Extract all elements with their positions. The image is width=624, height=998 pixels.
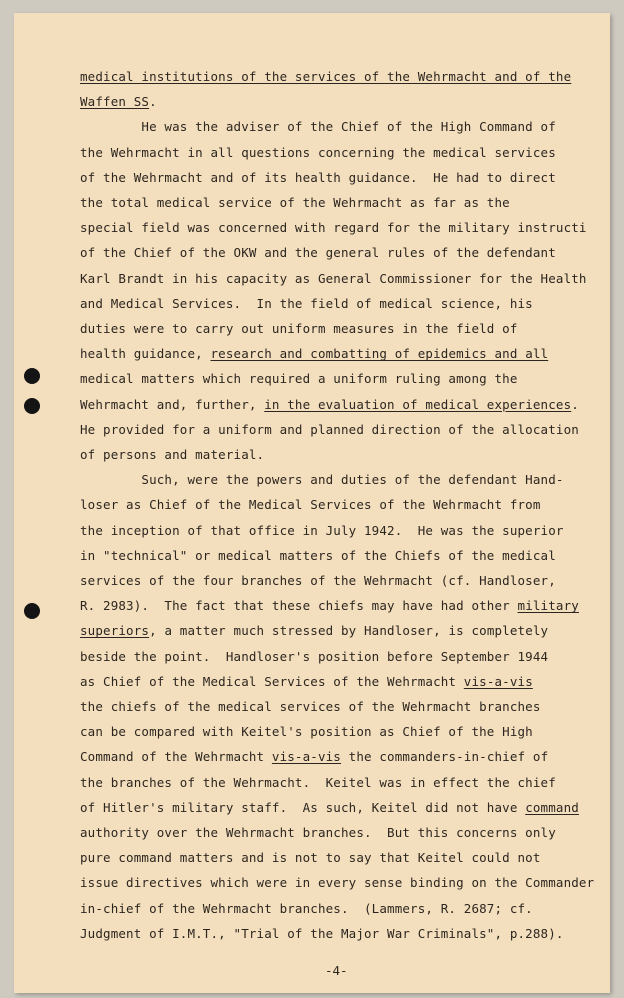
text-line [80, 775, 556, 791]
text-line [80, 623, 548, 639]
text-segment: He was the adviser of the Chief of the High Command of [80, 119, 556, 135]
text-line [80, 321, 518, 337]
text-segment: , a matter much stressed by Handloser, is completely [149, 623, 549, 639]
text-segment: . [571, 396, 579, 412]
text-segment: of Hitler's military staff. As such, Keitel did not have [80, 799, 526, 815]
text-line [80, 145, 556, 161]
text-segment: R. 2983). The fact that these chiefs may have had other [80, 598, 518, 614]
text-segment: duties were to carry out uniform measures in the field of [80, 321, 518, 336]
punch-hole [24, 603, 40, 619]
text-segment: the inception of that office in July 1942. He was the superior [80, 522, 564, 538]
text-segment: as Chief of the Medical Services of the Wehrmacht [80, 673, 464, 689]
text-line [80, 497, 541, 513]
text-line [80, 69, 571, 85]
punch-hole [24, 398, 40, 414]
underlined-text: military [517, 598, 579, 614]
text-segment: the Wehrmacht in all questions concerning the medical services [80, 144, 556, 160]
text-line [80, 271, 587, 287]
text-segment: . [149, 94, 157, 110]
text-line [80, 422, 579, 438]
text-segment: beside the point. Handloser's position before September 1944 [80, 648, 549, 664]
text-line [80, 195, 510, 211]
text-segment: Command of the Wehrmacht [80, 749, 272, 765]
text-line [80, 649, 548, 665]
underlined-text: superiors [80, 623, 150, 639]
text-line [80, 800, 579, 816]
text-segment: can be compared with Keitel's position as Chief of the High [80, 724, 533, 740]
underlined-text: vis-a-vis [271, 749, 341, 765]
text-segment: Karl Brandt in his capacity as General Commissioner for the Health [80, 270, 587, 286]
text-line [80, 749, 548, 765]
underlined-text: command [525, 799, 579, 815]
text-segment: the branches of the Wehrmacht. Keitel was in effect the chief [80, 774, 556, 790]
text-line [80, 875, 594, 891]
text-line [80, 573, 556, 589]
text-segment: in-chief of the Wehrmacht branches. (Lammers, R. 2687; cf. [80, 900, 533, 916]
text-segment: Such, were the powers and duties of the defendant Hand- [80, 472, 564, 488]
text-segment: Wehrmacht and, further, [80, 396, 265, 412]
text-segment: medical matters which required a uniform ruling among the [80, 371, 518, 387]
punch-hole [24, 368, 40, 384]
text-line [80, 119, 556, 135]
text-segment: of the Wehrmacht and of its health guidance. He had to direct [80, 169, 556, 185]
text-line [80, 346, 548, 362]
page-number: -4- [325, 963, 348, 978]
underlined-text: vis-a-vis [463, 673, 533, 689]
text-segment: the commanders-in-chief of [341, 749, 549, 765]
text-line [80, 825, 556, 841]
text-segment: the total medical service of the Wehrmacht as far as the [80, 195, 510, 210]
underlined-text: in the evaluation of medical experiences [264, 396, 572, 412]
text-segment: pure command matters and is not to say that Keitel could not [80, 850, 541, 866]
text-segment: of persons and material. [80, 447, 265, 462]
text-line [80, 170, 556, 186]
text-line [80, 926, 564, 942]
text-segment: services of the four branches of the Wehrmacht (cf. Handloser, [80, 573, 556, 588]
underlined-text: medical institutions of the services of the Wehrmacht and of the [80, 69, 572, 84]
text-line [80, 850, 541, 866]
text-line [80, 472, 564, 488]
text-line [80, 397, 579, 413]
text-line [80, 447, 264, 463]
text-line [80, 699, 541, 715]
text-segment: loser as Chief of the Medical Services of the Wehrmacht from [80, 497, 541, 513]
text-line [80, 674, 533, 690]
text-segment: health guidance, [80, 346, 211, 362]
text-line [80, 296, 533, 312]
text-line [80, 245, 556, 261]
text-segment: the chiefs of the medical services of the Wehrmacht branches [80, 699, 541, 714]
text-line [80, 598, 579, 614]
text-segment: Judgment of I.M.T., "Trial of the Major War Criminals", p.288). [80, 925, 564, 941]
text-line [80, 94, 157, 110]
text-segment: and Medical Services. In the field of medical science, his [80, 295, 533, 311]
text-line [80, 220, 587, 236]
text-segment: in "technical" or medical matters of the Chiefs of the medical [80, 547, 556, 563]
text-line [80, 724, 533, 740]
document-page [14, 13, 610, 993]
underlined-text: research and combatting of epidemics and all [210, 346, 549, 362]
text-segment: issue directives which were in every sense binding on the Commander [80, 875, 595, 891]
text-line [80, 371, 518, 387]
text-segment: special field was concerned with regard for the military instructi [80, 220, 587, 236]
text-segment: authority over the Wehrmacht branches. But this concerns only [80, 825, 556, 840]
text-segment: of the Chief of the OKW and the general rules of the defendant [80, 245, 556, 261]
text-line [80, 901, 533, 917]
underlined-text: Waffen SS [80, 94, 150, 110]
text-line [80, 548, 556, 564]
text-line [80, 523, 564, 539]
text-segment: He provided for a uniform and planned direction of the allocation [80, 421, 579, 437]
